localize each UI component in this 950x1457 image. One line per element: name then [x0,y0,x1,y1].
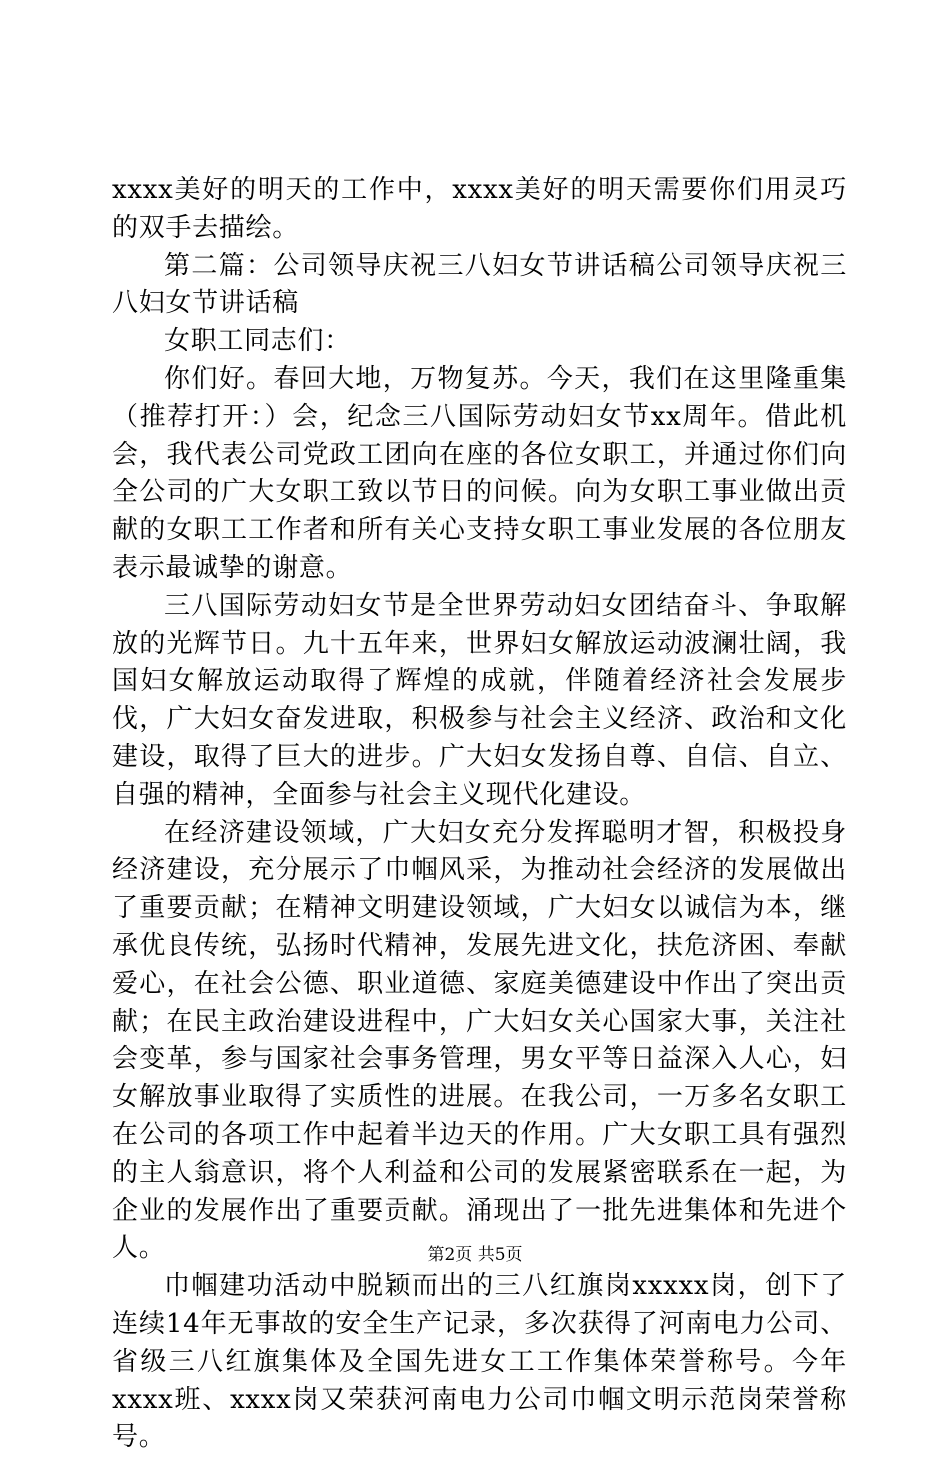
paragraph-continuation: xxxx美好的明天的工作中，xxxx美好的明天需要你们用灵巧的双手去描绘。 [112,175,847,243]
paragraph-festival: 三八国际劳动妇女节是全世界劳动妇女团结奋斗、争取解放的光辉节日。九十五年来，世界妇女解放运动波澜壮阔，我国妇女解放运动取得了辉煌的成就，伴随着经济社会发展步伐，广大妇女奋发进取，积极参与社会主义经济、政治和文化建设，取得了巨大的进步。广大妇女发扬自尊、自信、自立、自强的精神，全面参与社会主义现代化建设。 [112,590,847,810]
section-heading: 第二篇：公司领导庆祝三八妇女节讲话稿公司领导庆祝三八妇女节讲话稿 [112,250,847,319]
paragraph-greeting: 你们好。春回大地，万物复苏。今天，我们在这里隆重集（推荐打开：）会，纪念三八国际劳动妇女节xx周年。借此机会，我代表公司党政工团向在座的各位女职工，并通过你们向全公司的广大女职工致以节日的问候。向为女职工事业做出贡献的女职工工作者和所有关心支持女职工事业发展的各位朋友表示最诚挚的谢意。 [112,363,847,583]
page-number: 第2页 共5页 [427,1245,523,1265]
paragraph-honors: 巾帼建功活动中脱颖而出的三八红旗岗xxxxx岗，创下了连续14年无事故的安全生产记录，多次获得了河南电力公司、省级三八红旗集体及全国先进女工工作集体荣誉称号。今年xxxx班、xxxx岗又荣获河南电力公司巾帼文明示范岗荣誉称号。 [112,1271,847,1453]
paragraph-contributions: 在经济建设领域，广大妇女充分发挥聪明才智，积极投身经济建设，充分展示了巾帼风采，为推动社会经济的发展做出了重要贡献；在精神文明建设领域，广大妇女以诚信为本，继承优良传统，弘扬时代精神，发展先进文化，扶危济困、奉献爱心，在社会公德、职业道德、家庭美德建设中作出了突出贡献；在民主政治建设进程中，广大妇女关心国家大事，关注社会变革，参与国家社会事务管理，男女平等日益深入人心，妇女解放事业取得了实质性的进展。在我公司，一万多名女职工在公司的各项工作中起着半边天的作用。广大女职工具有强烈的主人翁意识，将个人利益和公司的发展紧密联系在一起，为企业的发展作出了重要贡献。涌现出了一批先进集体和先进个人。 [112,817,847,1264]
salutation: 女职工同志们： [164,326,351,357]
